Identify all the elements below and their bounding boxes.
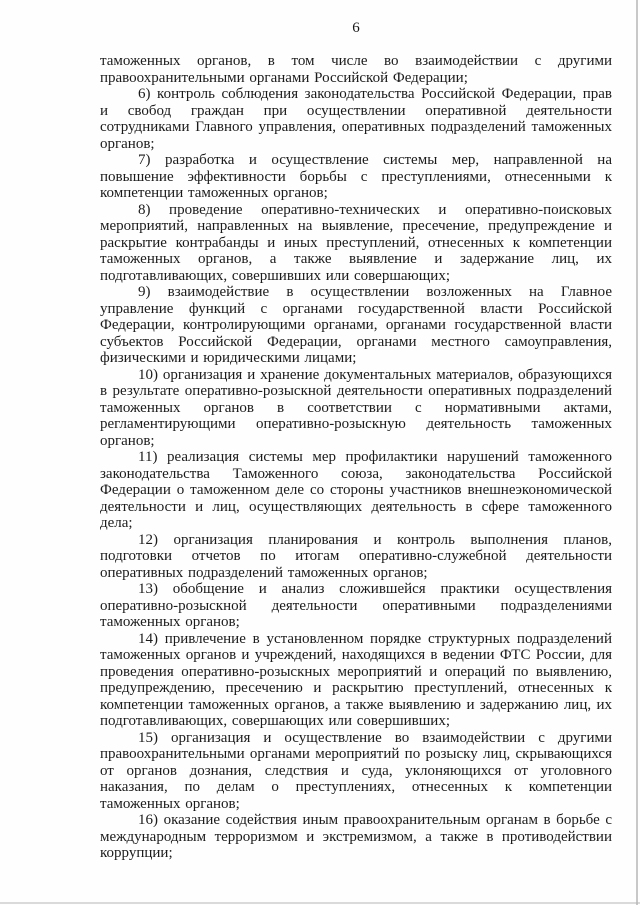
paragraph-item-16: 16) оказание содействия иным правоохранительным органам в борьбе с международным терроризмом и экстремизмом, а также в противодействии коррупции;	[100, 812, 612, 861]
paragraph-item-6: 6) контроль соблюдения законодательства Российской Федерации, прав и свобод граждан при осуществлении оперативной деятельности сотрудниками Главного управления, оперативных подразделений таможенных органов;	[100, 86, 612, 152]
paragraph-item-11: 11) реализация системы мер профилактики нарушений таможенного законодательства Таможенного союза, законодательства Российской Федерации о таможенном деле со стороны участников внешнеэкономической деятельности и лиц, осуществляющих деятельность в сфере таможенного дела;	[100, 449, 612, 531]
paragraph-item-15: 15) организация и осуществление во взаимодействии с другими правоохранительными органами мероприятий по розыску лиц, скрывающихся от органов дознания, следствия и суда, уклоняющихся от уголовного наказания, по делам о преступлениях, отнесенных к компетенции таможенных органов;	[100, 729, 612, 812]
page-number: 6	[352, 20, 360, 36]
text-block	[100, 53, 612, 862]
paragraph-item-8: 8) проведение оперативно-технических и оперативно-поисковых мероприятий, направленных на выявление, пресечение, предупреждение и раскрытие контрабанды и иных преступлений, отнесенных к компетенции таможенных органов, а также выявление и задержание лиц, их подготавливающих, совершивших или совершающих;	[100, 201, 612, 284]
scan-edge-right	[636, 0, 638, 905]
paragraph-item-7: 7) разработка и осуществление системы мер, направленной на повышение эффективности борьбы с преступлениями, отнесенными к компетенции таможенных органов;	[100, 152, 612, 201]
paragraph-continuation: таможенных органов, в том числе во взаимодействии с другими правоохранительными органами Российской Федерации;	[100, 53, 612, 86]
paragraph-item-13: 13) обобщение и анализ сложившейся практики осуществления оперативно-розыскной деятельности оперативными подразделениями таможенных органов;	[100, 581, 612, 630]
paragraph-item-12: 12) организация планирования и контроль выполнения планов, подготовки отчетов по итогам оперативно-служебной деятельности оперативных подразделений таможенных органов;	[100, 531, 612, 581]
paragraph-item-9: 9) взаимодействие в осуществлении возложенных на Главное управление функций с органами государственной власти Российской Федерации, контролирующими органами, органами государственной власти субъектов Российской Федерации, органами местного самоуправления, физическими и юридическими лицами;	[100, 284, 612, 366]
scan-edge-bottom	[0, 902, 640, 904]
paragraph-item-14: 14) привлечение в установленном порядке структурных подразделений таможенных органов и учреждений, находящихся в ведении ФТС России, для проведения оперативно-розыскных мероприятий и операций по выявлению, предупреждению, пресечению и раскрытию преступлений, отнесенных к компетенции таможенных органов, а также выявлению и задержанию лиц, их подготавливающих, совершающих или совершивших;	[100, 630, 612, 729]
paragraph-item-10: 10) организация и хранение документальных материалов, образующихся в результате оперативно-розыскной деятельности оперативных подразделений таможенных органов в соответствии с нормативными актами, регламентирующими оперативно-розыскную деятельность таможенных органов;	[100, 366, 612, 449]
